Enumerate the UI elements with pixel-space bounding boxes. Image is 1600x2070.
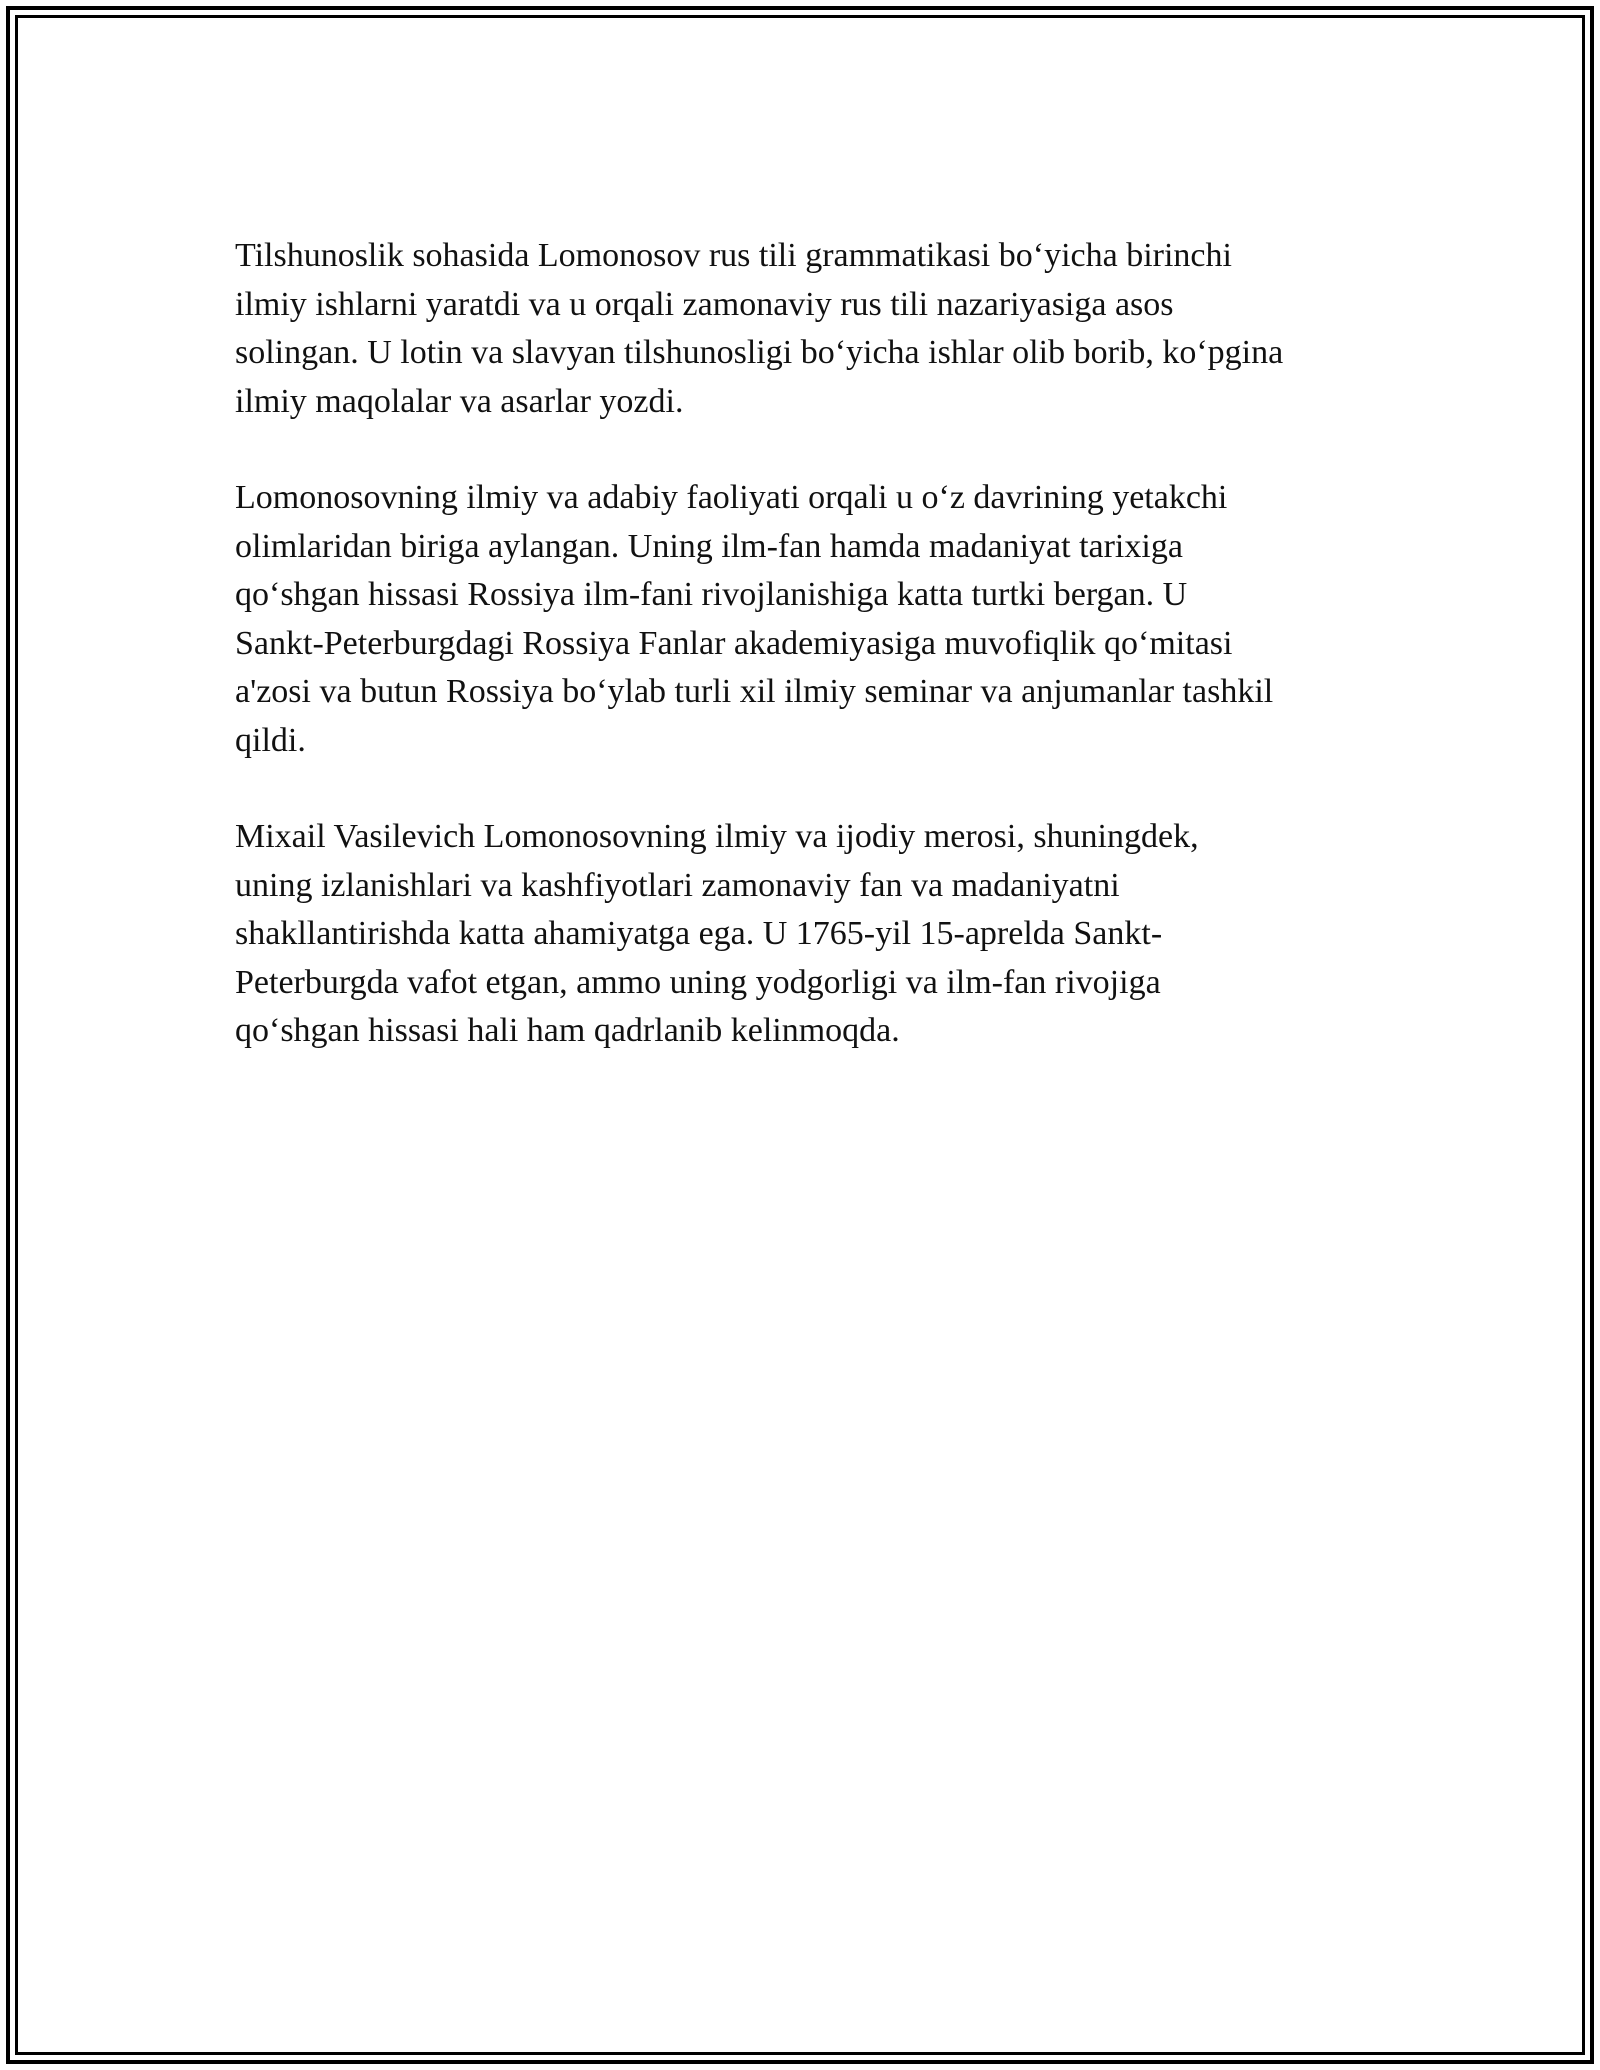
document-body	[235, 232, 1385, 1104]
paragraph: Tilshunoslik sohasida Lomonosov rus tili grammatikasi bo‘yicha birinchi ilmiy ishlarni yaratdi va u orqali zamonaviy rus tili nazariyasiga asos solingan. U lotin va slavyan tilshunosligi bo‘yicha ishlar olib borib, ko‘pgina ilmiy maqolalar va asarlar yozdi.	[235, 237, 1284, 420]
paragraph: Lomonosovning ilmiy va adabiy faoliyati orqali u o‘z davrining yetakchi olimlaridan biriga aylangan. Uning ilm-fan hamda madaniyat tarixiga qo‘shgan hissasi Rossiya ilm-fani rivojlanishiga katta turtki bergan. U Sankt-Peterburgdagi Rossiya Fanlar akademiyasiga muvofiqlik qo‘mitasi a'zosi va butun Rossiya bo‘ylab turli xil ilmiy seminar va anjumanlar tashkil qildi.	[235, 479, 1274, 759]
paragraph: Mixail Vasilevich Lomonosovning ilmiy va ijodiy merosi, shuningdek, uning izlanishlari va kashfiyotlari zamonaviy fan va madaniyatni shakllantirishda katta ahamiyatga ega. U 1765-yil 15-aprelda Sankt- Peterburgda vafot etgan, ammo uning yodgorligi va ilm-fan rivojiga qo‘shgan hissasi hali ham qadrlanib kelinmoqda.	[235, 818, 1199, 1049]
